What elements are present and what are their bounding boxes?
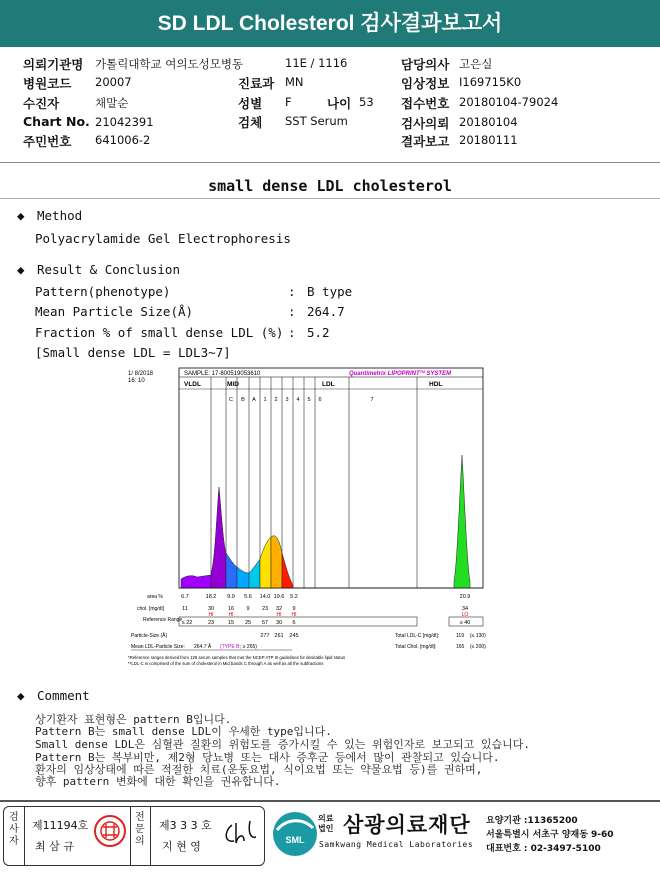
- area-value: 14.0: [259, 594, 271, 600]
- clinical-label: 임상정보: [401, 76, 450, 91]
- specimen-value: SST Serum: [285, 114, 348, 128]
- hospital-value: 가톨릭대학교 여의도성모병동: [95, 57, 244, 71]
- org-address: 서울특별시 서초구 양재동 9-60: [486, 830, 614, 840]
- doctor-label: 담당의사: [401, 57, 450, 72]
- band-label: B: [241, 397, 245, 403]
- region-ldl: LDL: [322, 381, 335, 388]
- band-label: 2: [274, 397, 278, 403]
- org-name: 삼광의료재단: [343, 813, 471, 837]
- org-phone: 대표번호 : 02-3497-5100: [486, 844, 601, 854]
- flag-value: HI: [291, 612, 297, 618]
- comment-line: Pattern B는 small dense LDL이 우세한 type입니다.: [35, 725, 332, 738]
- examiner-seal-icon: [92, 813, 128, 849]
- size-value: 245: [289, 633, 299, 639]
- size-row-label: Particle-Size (Å): [131, 633, 168, 639]
- size-value: 261: [274, 633, 284, 639]
- electrophoresis-peak: [226, 553, 237, 588]
- chart-brand: Quantimetrix LIPOPRINT™ SYSTEM: [349, 370, 452, 377]
- chol-value: 16: [227, 606, 235, 612]
- request-value: 20180104: [459, 115, 518, 129]
- fraction-label: Fraction % of small dense LDL (%): [35, 325, 284, 340]
- flag-value: HI: [208, 612, 214, 618]
- org-english-name: Samkwang Medical Laboratories: [319, 840, 474, 849]
- region-vldl: VLDL: [184, 381, 201, 388]
- chart-date: 1/ 8/2018: [128, 371, 154, 377]
- electrophoresis-peak: [211, 487, 226, 588]
- pattern-value: B type: [307, 284, 353, 299]
- dept-value: MN: [285, 75, 304, 89]
- patient-label: 수진자: [23, 96, 60, 111]
- band-label: 7: [370, 397, 374, 403]
- chart-label: Chart No.: [23, 114, 90, 129]
- divider-under-title: [0, 198, 660, 199]
- method-text: Polyacrylamide Gel Electrophoresis: [35, 231, 291, 246]
- examiner-name: 최 삼 규: [35, 840, 74, 853]
- chol-value: 9: [292, 606, 296, 612]
- clinical-value: I169715K0: [459, 75, 522, 89]
- chol-value: 9: [246, 606, 250, 612]
- chol-row-label: chol. [mg/dl]: [137, 606, 164, 612]
- id-label: 주민번호: [23, 134, 72, 149]
- total-chol-label: Total Chol. [mg/dl]:: [395, 644, 437, 650]
- specialist-signature: [222, 817, 258, 849]
- chart-footnote-1: *Reference ranges derived from 125 serum samples that met the NCEP ATP III guidelines for desirable lipid status: [128, 655, 346, 660]
- age-value: 53: [359, 95, 374, 109]
- hospital-label: 의뢰기관명: [23, 57, 84, 72]
- id-value: 641006-2: [95, 133, 151, 147]
- total-ldl-label: Total LDL-C [mg/dl]:: [395, 633, 440, 639]
- band-label: 1: [263, 397, 267, 403]
- ldl-note: [Small dense LDL = LDL3~7]: [35, 345, 231, 360]
- comment-line: 향후 pattern 변화에 대한 확인을 권유합니다.: [35, 775, 281, 788]
- ref-value: 57: [261, 620, 269, 626]
- comment-heading: Comment: [37, 688, 90, 703]
- comment-line: 상기환자 표현형은 pattern B입니다.: [35, 713, 232, 726]
- electrophoresis-peak: [249, 559, 260, 588]
- mean-size-ref: ; ≥ 265): [240, 644, 257, 650]
- comment-line: 환자의 임상상태에 따른 적절한 치료(운동요법, 식이요법 또는 약물요법 등)를 권하며,: [35, 763, 483, 776]
- electrophoresis-peak: [237, 567, 249, 588]
- electrophoresis-peak: [454, 455, 470, 588]
- code-value: 20007: [95, 75, 132, 89]
- ref-value: 6: [292, 620, 296, 626]
- band-label: 4: [296, 397, 300, 403]
- dept-label: 진료과: [238, 76, 275, 91]
- sml-logo-icon: [271, 808, 319, 858]
- chol-value: 23: [261, 606, 269, 612]
- chol-value: 30: [207, 606, 215, 612]
- ward-value: 11E / 1116: [285, 56, 348, 70]
- examiner-label: 검사자: [9, 812, 19, 847]
- result-bullet-icon: ◆: [17, 262, 25, 277]
- section-title: small dense LDL cholesterol: [208, 177, 452, 195]
- divider-top: [0, 162, 660, 163]
- pattern-colon: :: [288, 284, 296, 299]
- ref-value: 25: [244, 620, 252, 626]
- specialist-number: 제3 3 3 호: [159, 819, 212, 832]
- result-heading: Result & Conclusion: [37, 262, 180, 277]
- total-chol-value: 165: [456, 644, 465, 650]
- mean-size-value: 264.7 Å: [194, 644, 212, 650]
- ref-row-label: Reference Range: [143, 617, 183, 623]
- area-row-label: area %: [147, 594, 163, 600]
- mean-size-label: Mean LDL-Particle Size:: [131, 644, 185, 650]
- divider-footer: [0, 800, 660, 802]
- comment-line: Pattern B는 복부비만, 제2형 당뇨병 또는 대사 증후군 등에서 많이 관찰되고 있습니다.: [35, 751, 500, 764]
- doctor-value: 고은실: [459, 57, 493, 71]
- receipt-label: 접수번호: [401, 96, 450, 111]
- chart-footnote-2: **LDL-C is comprised of the sum of cholesterol in Mid bands C through A as well as all the subfractions: [128, 661, 324, 666]
- total-chol-ref: (≤ 200): [470, 644, 486, 650]
- specimen-label: 검체: [238, 115, 263, 130]
- sex-label: 성별: [238, 96, 263, 111]
- method-bullet-icon: ◆: [17, 208, 25, 223]
- region-mid: MID: [227, 381, 239, 388]
- report-value: 20180111: [459, 133, 518, 147]
- electrophoresis-peak: [282, 553, 293, 588]
- ref-range-box: [179, 617, 417, 626]
- report-title: SD LDL Cholesterol 검사결과보고서: [0, 0, 660, 47]
- specialist-name: 지 현 영: [162, 840, 201, 853]
- chart-time: 16: 10: [128, 378, 145, 384]
- area-value: 19.6: [273, 594, 285, 600]
- chart-value: 21042391: [95, 115, 154, 129]
- mean-size-type: (TYPE B: [220, 644, 240, 650]
- code-label: 병원코드: [23, 76, 72, 91]
- region-hdl: HDL: [429, 381, 443, 388]
- chart-sample: SAMPLE: 17-800519053610: [184, 371, 261, 377]
- comment-bullet-icon: ◆: [17, 688, 25, 703]
- electrophoresis-peak: [271, 536, 282, 588]
- examiner-number: 제11194호: [32, 819, 89, 832]
- org-prefix: 의료법인: [318, 814, 334, 833]
- receipt-value: 20180104-79024: [459, 95, 559, 109]
- fraction-colon: :: [288, 325, 296, 340]
- size-value: 264.7: [307, 304, 345, 319]
- area-value: 9.9: [227, 594, 235, 600]
- ref-value: 23: [207, 620, 215, 626]
- band-label: 6: [318, 397, 322, 403]
- size-colon: :: [288, 304, 296, 319]
- area-value: 6.7: [181, 594, 189, 600]
- size-value: 277: [260, 633, 270, 639]
- band-label: 3: [285, 397, 289, 403]
- org-code: 요양기관 :11365200: [486, 816, 578, 826]
- ref-value: ≥ 40: [459, 620, 471, 626]
- flag-value: HI: [228, 612, 234, 618]
- specialist-label: 전문의: [135, 812, 145, 847]
- ref-value: ≤ 22: [181, 620, 193, 626]
- pattern-label: Pattern(phenotype): [35, 284, 171, 299]
- flag-value: HI: [276, 612, 282, 618]
- chol-value: 34: [461, 606, 469, 612]
- band-label: C: [229, 397, 233, 403]
- area-value: 5.2: [290, 594, 298, 600]
- chol-value: 11: [182, 606, 188, 612]
- size-label: Mean Particle Size(Å): [35, 304, 194, 319]
- electrophoresis-chart: [127, 367, 499, 668]
- band-label: 5: [307, 397, 311, 403]
- chol-value: 32: [275, 606, 283, 612]
- area-value: 20.9: [459, 594, 471, 600]
- age-label: 나이: [327, 96, 352, 111]
- patient-value: 채말순: [95, 96, 129, 110]
- total-ldl-ref: (≤ 130): [470, 633, 486, 639]
- comment-line: Small dense LDL은 심혈관 질환의 위험도를 증가시킬 수 있는 위험인자로 보고되고 있습니다.: [35, 738, 530, 751]
- svg-text:SML: SML: [285, 835, 305, 845]
- ref-value: 30: [275, 620, 283, 626]
- total-ldl-value: 119: [456, 633, 464, 639]
- electrophoresis-peak: [260, 537, 271, 588]
- band-label: A: [252, 397, 256, 403]
- flag-value: LO: [461, 612, 469, 618]
- ref-value: 15: [227, 620, 235, 626]
- area-value: 5.6: [244, 594, 252, 600]
- request-label: 검사의뢰: [401, 116, 450, 131]
- method-heading: Method: [37, 208, 83, 223]
- sex-value: F: [285, 95, 292, 109]
- fraction-value: 5.2: [307, 325, 330, 340]
- electrophoresis-peak: [181, 575, 211, 588]
- report-label: 결과보고: [401, 134, 450, 149]
- area-value: 18.2: [205, 594, 217, 600]
